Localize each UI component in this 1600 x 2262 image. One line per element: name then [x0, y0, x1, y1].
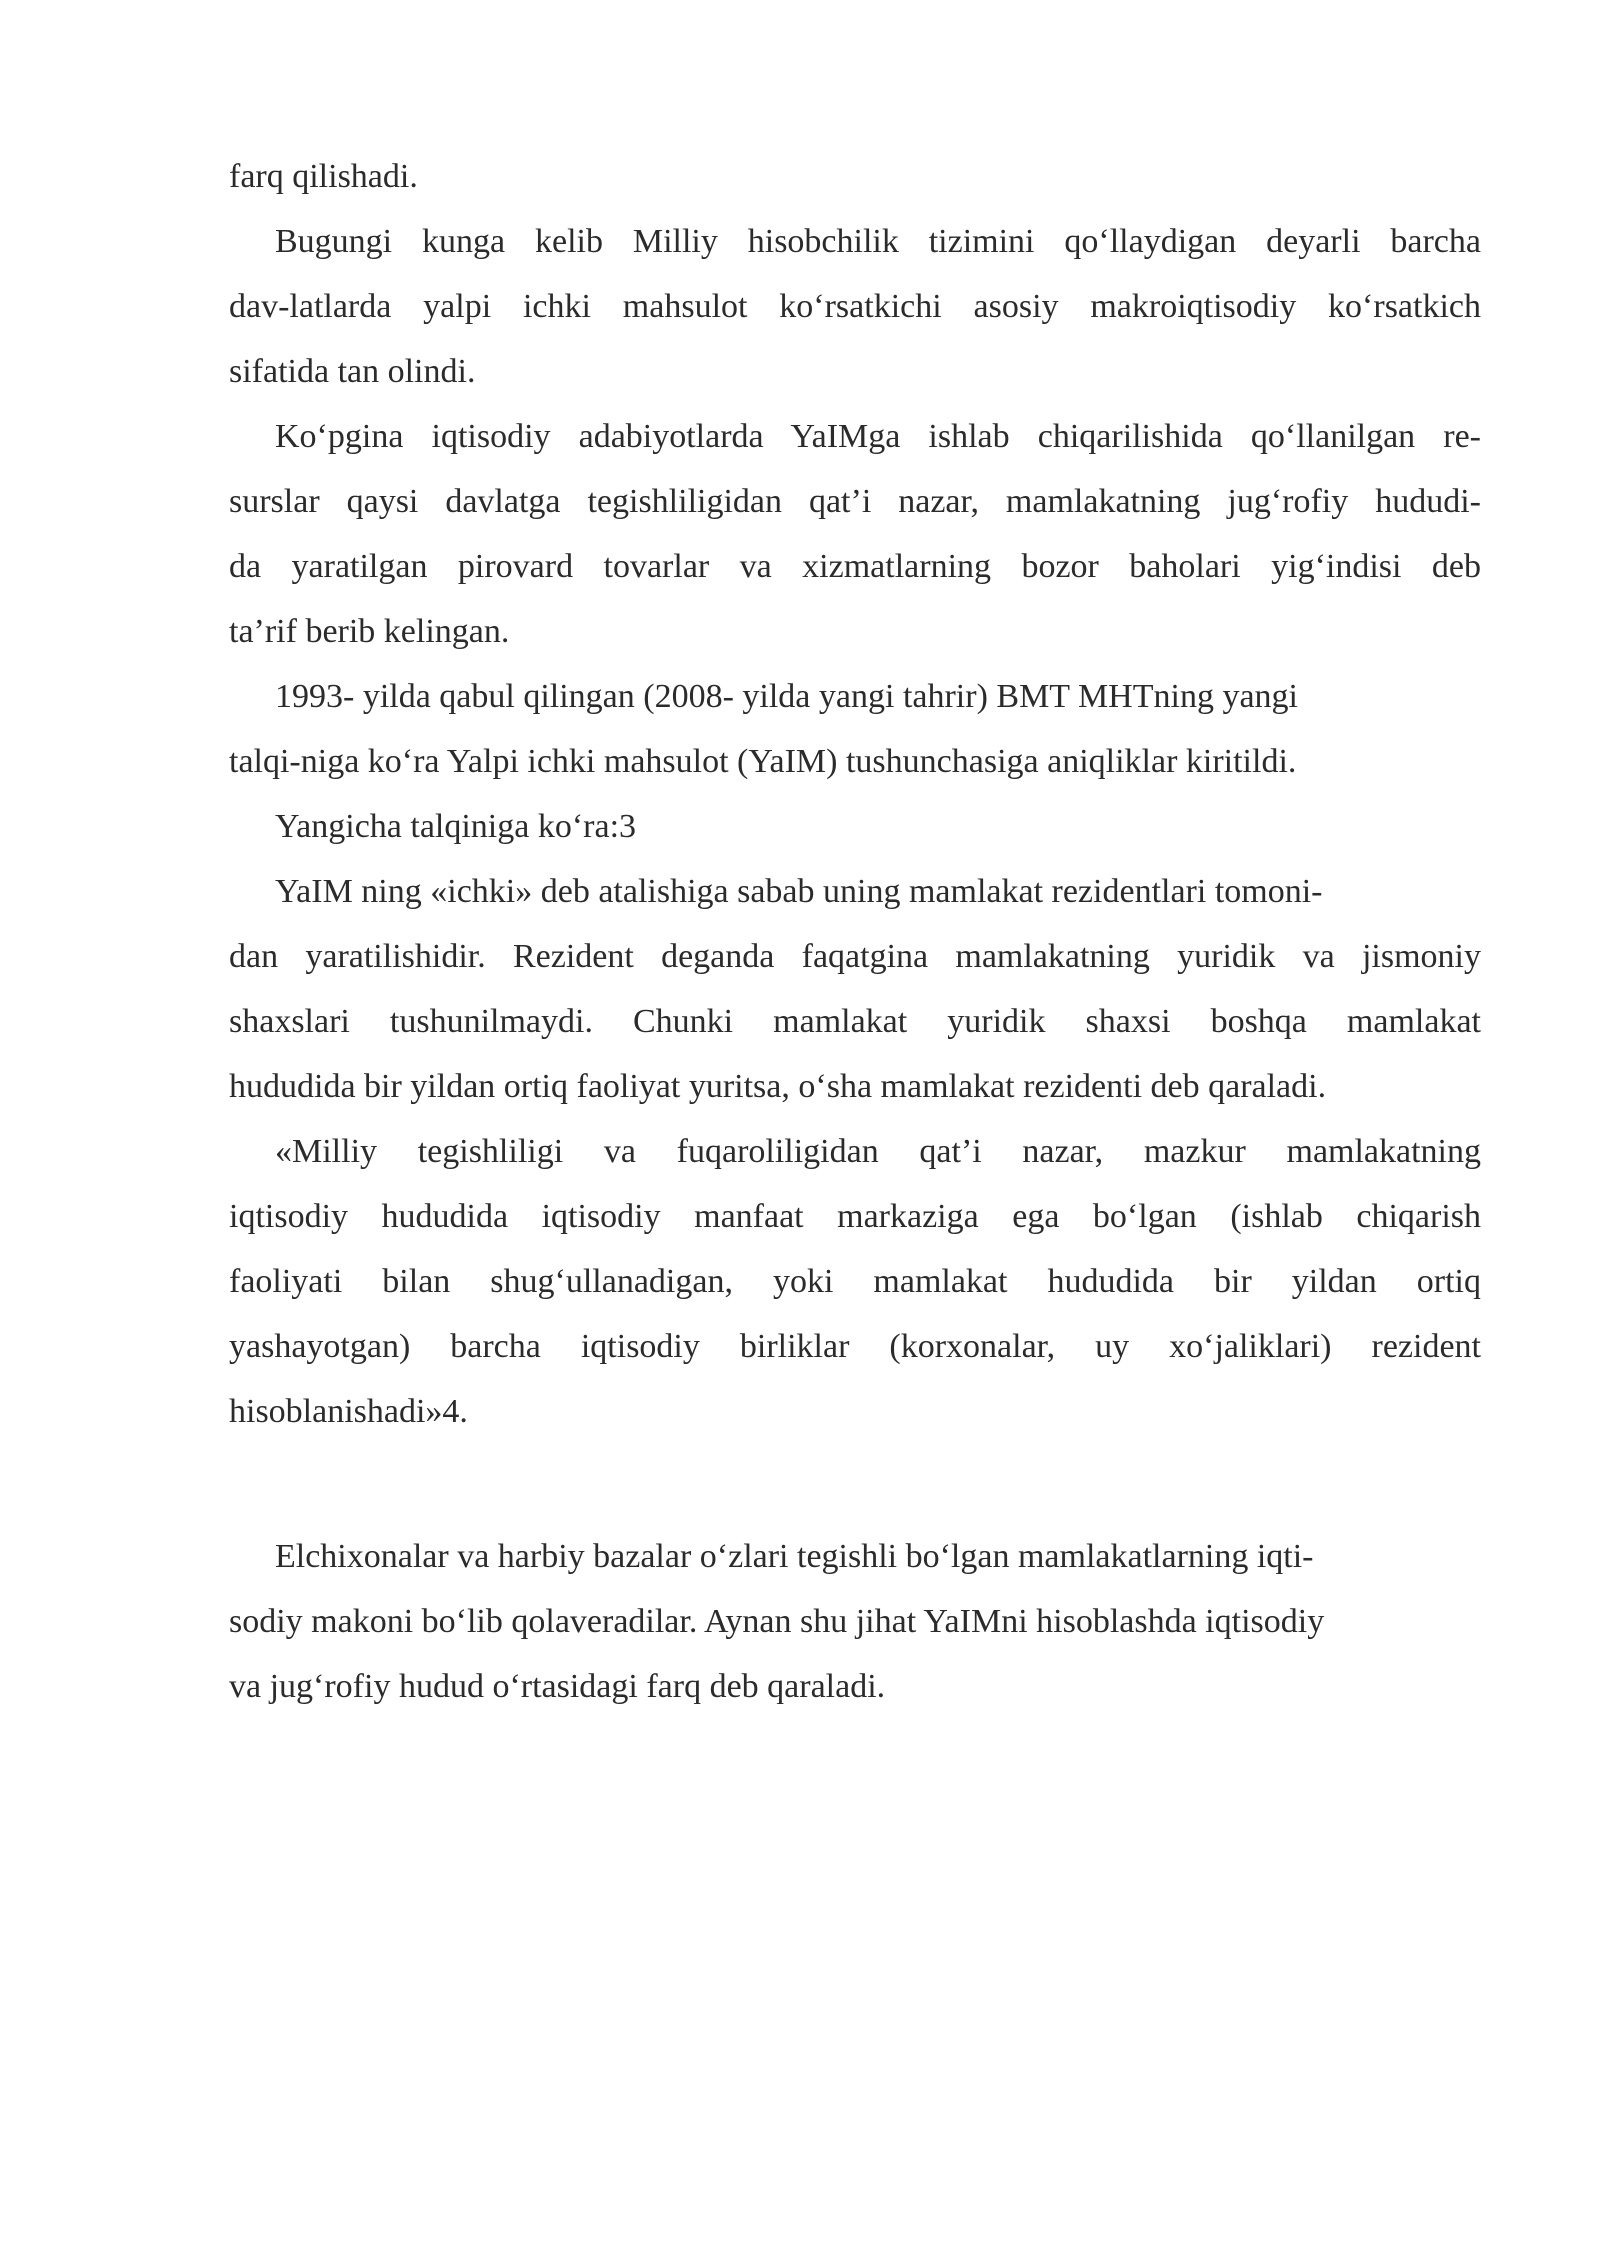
text-line: Yangicha talqiniga ko‘ra:3: [275, 808, 637, 845]
text-line: Bugungi kunga kelib Milliy hisobchilik tizimini qo‘llaydigan deyarli barcha: [275, 223, 1481, 260]
text-line: dav-latlarda yalpi ichki mahsulot ko‘rsatkichi asosiy makroiqtisodiy ko‘rsatkich: [229, 288, 1481, 325]
text-line: va jug‘rofiy hudud o‘rtasidagi farq deb qaraladi.: [229, 1668, 886, 1705]
text-line: faoliyati bilan shug‘ullanadigan, yoki mamlakat hududida bir yildan ortiq: [229, 1263, 1481, 1300]
text-line: Elchixonalar va harbiy bazalar o‘zlari tegishli bo‘lgan mamlakatlarning iqti-: [275, 1538, 1314, 1575]
text-line: yashayotgan) barcha iqtisodiy birliklar (korxonalar, uy xo‘jaliklari) rezident: [229, 1328, 1481, 1365]
body-text-main: [229, 144, 1481, 1444]
text-line: surslar qaysi davlatga tegishliligidan qat’i nazar, mamlakatning jug‘rofiy hududi-: [229, 483, 1481, 520]
text-line: dan yaratilishidir. Rezident deganda faqatgina mamlakatning yuridik va jismoniy: [229, 938, 1481, 975]
text-line: Ko‘pgina iqtisodiy adabiyotlarda YaIMga ishlab chiqarilishida qo‘llanilgan re-: [275, 418, 1481, 455]
text-line: YaIM ning «ichki» deb atalishiga sabab uning mamlakat rezidentlari tomoni-: [275, 873, 1323, 910]
text-line: farq qilishadi.: [229, 158, 418, 195]
body-text-secondary: [229, 1524, 1481, 1719]
text-line: 1993- yilda qabul qilingan (2008- yilda yangi tahrir) BMT MHTning yangi: [275, 678, 1298, 715]
text-line: «Milliy tegishliligi va fuqaroliligidan qat’i nazar, mazkur mamlakatning: [275, 1133, 1481, 1170]
text-line: ta’rif berib kelingan.: [229, 613, 510, 650]
text-line: hisoblanishadi»4.: [229, 1393, 468, 1430]
text-line: iqtisodiy hududida iqtisodiy manfaat markaziga ega bo‘lgan (ishlab chiqarish: [229, 1198, 1481, 1235]
text-line: da yaratilgan pirovard tovarlar va xizmatlarning bozor baholari yig‘indisi deb: [229, 548, 1481, 585]
text-line: sodiy makoni bo‘lib qolaveradilar. Aynan shu jihat YaIMni hisoblashda iqtisodiy: [229, 1603, 1325, 1640]
text-line: sifatida tan olindi.: [229, 353, 476, 390]
text-line: talqi-niga ko‘ra Yalpi ichki mahsulot (YaIM) tushunchasiga aniqliklar kiritildi.: [229, 743, 1297, 780]
text-line: hududida bir yildan ortiq faoliyat yuritsa, o‘sha mamlakat rezidenti deb qaraladi.: [229, 1068, 1327, 1105]
text-line: shaxslari tushunilmaydi. Chunki mamlakat yuridik shaxsi boshqa mamlakat: [229, 1003, 1481, 1040]
